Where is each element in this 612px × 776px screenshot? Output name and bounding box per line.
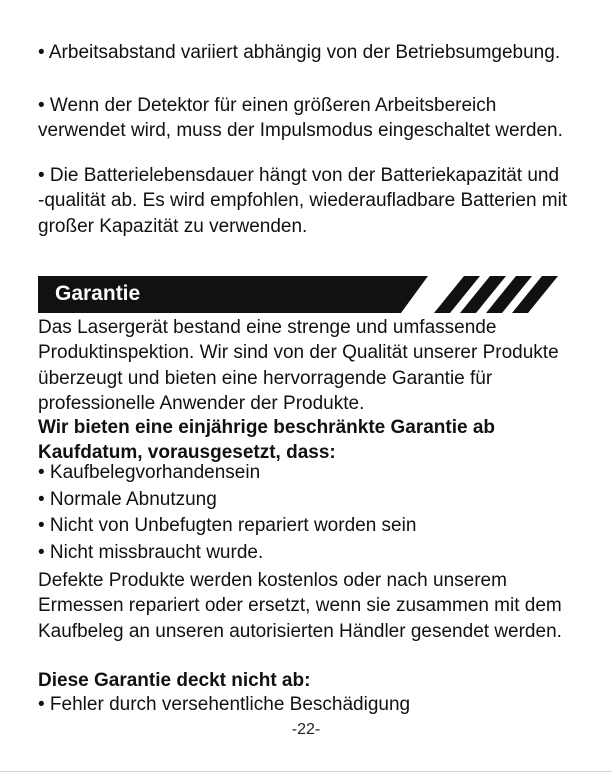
exclusion-heading: Diese Garantie deckt nicht ab:	[38, 670, 311, 691]
exclusion-item: • Fehler durch versehentliche Beschädigung	[38, 694, 411, 715]
section-title: Garantie	[55, 282, 141, 305]
condition-item: • Normale Abnutzung	[38, 489, 217, 510]
page-number: -22-	[291, 721, 321, 738]
section-banner	[38, 276, 558, 313]
bullet-battery-life: • Die Batterielebensdauer hängt von der Batteriekapazität und -qualität ab. Es wird empfohlen, wiederaufladbare Batterien mit großer Kapazität zu verwenden.	[38, 165, 568, 237]
warranty-intro: Das Lasergerät bestand eine strenge und umfassende Produktinspektion. Wir sind von der Qualität unserer Produkte überzeugt und bieten eine hervorragende Garantie für professionelle Anwender der Produkte.	[38, 317, 559, 415]
warranty-offer-heading: Wir bieten eine einjährige beschränkte Garantie ab Kaufdatum, vorausgesetzt, dass:	[38, 417, 496, 464]
bullet-working-distance: • Arbeitsabstand variiert abhängig von der Betriebsumgebung.	[38, 42, 561, 63]
bullet-pulse-mode: • Wenn der Detektor für einen größeren Arbeitsbereich verwendet wird, muss der Impulsmodus eingeschaltet werden.	[38, 95, 563, 142]
condition-item: • Nicht missbraucht wurde.	[38, 542, 264, 563]
condition-item: • Kaufbelegvorhandensein	[38, 462, 261, 483]
bottom-divider	[0, 771, 612, 772]
condition-item: • Nicht von Unbefugten repariert worden sein	[38, 515, 417, 536]
repair-text: Defekte Produkte werden kostenlos oder nach unserem Ermessen repariert oder ersetzt, wenn sie zusammen mit dem Kaufbeleg an unseren autorisierten Händler gesendet werden.	[38, 570, 562, 642]
